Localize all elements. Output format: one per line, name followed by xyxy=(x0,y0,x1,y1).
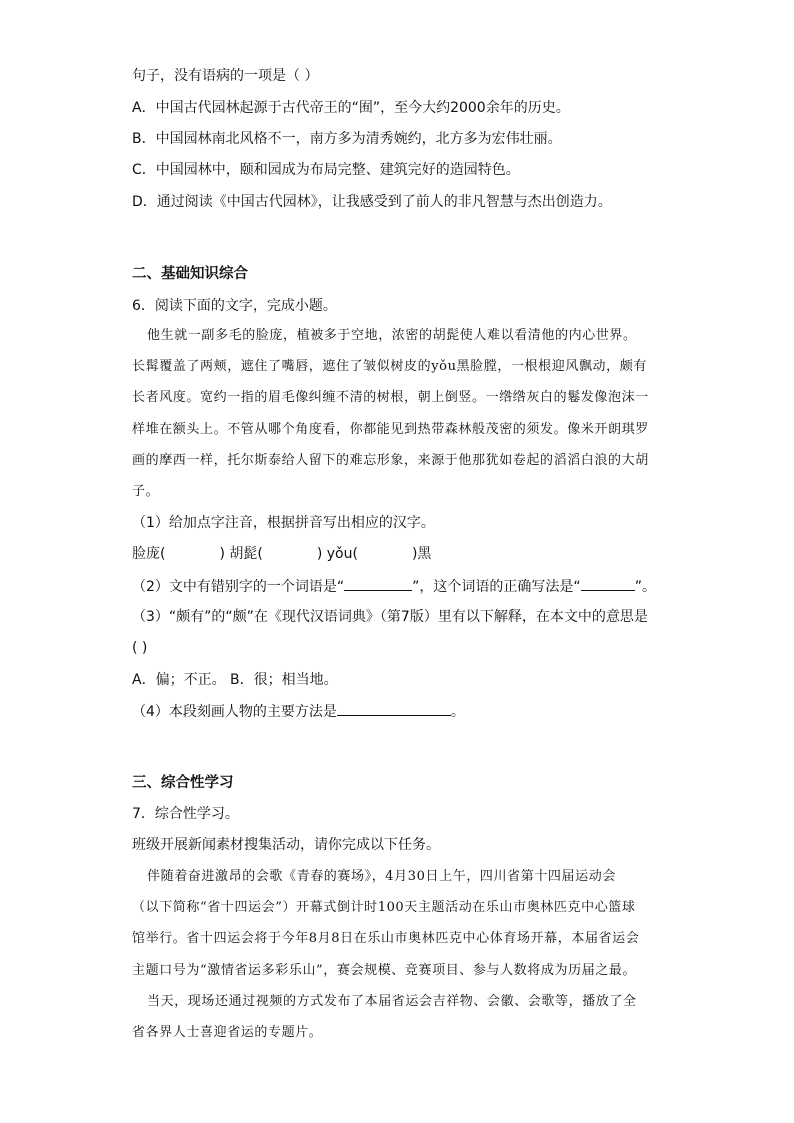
section-3-title: 三、综合性学习 xyxy=(132,775,234,791)
q6-sub1: （1）给加点字注音，根据拼音写出相应的汉字。 xyxy=(132,515,435,531)
passage-line: 长髯覆盖了两颊，遮住了嘴唇，遮住了皱似树皮的yǒu黑脸膛，一根根迎风飘动，颇有 xyxy=(132,359,647,374)
q5-stem: 句子，没有语病的一项是（ ） xyxy=(132,68,319,84)
sub2-text: ”。 xyxy=(634,579,656,595)
answer-blank: ) 胡髭( xyxy=(219,546,263,562)
q6-sub4 xyxy=(132,701,465,722)
q7-stem: 7．综合性学习。 xyxy=(132,806,239,822)
passage-line: 他生就一副多毛的脸庞，植被多于空地，浓密的胡髭使人难以看清他的内心世界。 xyxy=(147,328,637,343)
answer-blank: )黑 xyxy=(411,546,432,562)
sub4-text: （4）本段刻画人物的主要方法是 xyxy=(132,704,337,720)
passage-line: 画的摩西一样，托尔斯泰给人留下的难忘形象，来源于他那犹如卷起的滔滔白浪的大胡 xyxy=(132,453,649,468)
q5-option-b: B．中国园林南北风格不一，南方多为清秀婉约，北方多为宏伟壮丽。 xyxy=(132,131,562,147)
q6-sub3: （3）“颇有”的“颇”在《现代汉语词典》（第7版）里有以下解释，在本文中的意思是 xyxy=(132,609,648,625)
answer-blank: 脸庞( xyxy=(132,546,166,562)
q6-sub3-paren[interactable]: ( ) xyxy=(132,640,148,656)
passage-line: 主题口号为“激情省运多彩乐山”，赛会规模、竞赛项目、参与人数将成为历届之最。 xyxy=(132,963,637,978)
q6-sub1-blanks xyxy=(132,544,431,564)
q7-intro: 班级开展新闻素材搜集活动，请你完成以下任务。 xyxy=(132,837,440,853)
passage-line: （以下简称“省十四运会”）开幕式倒计时100天主题活动在乐山市奥林匹克中心篮球 xyxy=(132,900,636,915)
q6-sub2 xyxy=(132,576,656,597)
answer-blank: ) yǒu( xyxy=(316,546,358,562)
answer-blank[interactable] xyxy=(337,701,451,716)
passage-line: 省各界人士喜迎省运的专题片。 xyxy=(132,1025,323,1040)
passage-line: 样堆在额头上。不管从哪个角度看，你都能见到热带森林般茂密的须发。像米开朗琪罗 xyxy=(132,422,649,437)
passage-line: 当天，现场还通过视频的方式发布了本届省运会吉祥物、会徽、会歌等，播放了全 xyxy=(147,994,637,1009)
passage-line: 馆举行。省十四运会将于今年8月8日在乐山市奥林匹克中心体育场开幕，本届省运会 xyxy=(132,931,640,946)
q6-sub3-options: A．偏；不正。 B．很；相当地。 xyxy=(132,672,338,688)
passage-line: 子。 xyxy=(132,484,160,499)
answer-blank[interactable] xyxy=(581,576,635,591)
sub2-text: （2）文中有错别字的一个词语是“ xyxy=(132,579,345,595)
sub4-text: 。 xyxy=(450,704,465,720)
q5-option-a: A．中国古代园林起源于古代帝王的“囿”，至今大约2000余年的历史。 xyxy=(132,100,570,116)
section-2-title: 二、基础知识综合 xyxy=(132,266,248,282)
q5-option-d: D．通过阅读《中国古代园林》，让我感受到了前人的非凡智慧与杰出创造力。 xyxy=(132,194,612,210)
q6-stem: 6．阅读下面的文字，完成小题。 xyxy=(132,298,337,314)
sub2-text: ”，这个词语的正确写法是“ xyxy=(412,579,581,595)
passage-line: 长者风度。宽约一指的眉毛像纠缠不清的树根，朝上倒竖。一绺绺灰白的鬈发像泡沫一 xyxy=(132,390,649,405)
q5-option-c: C．中国园林中，颐和园成为布局完整、建筑完好的造园特色。 xyxy=(132,162,520,178)
passage-line: 伴随着奋进激昂的会歌《青春的赛场》，4月30日上午，四川省第十四届运动会 xyxy=(147,869,616,884)
answer-blank[interactable] xyxy=(344,576,412,591)
